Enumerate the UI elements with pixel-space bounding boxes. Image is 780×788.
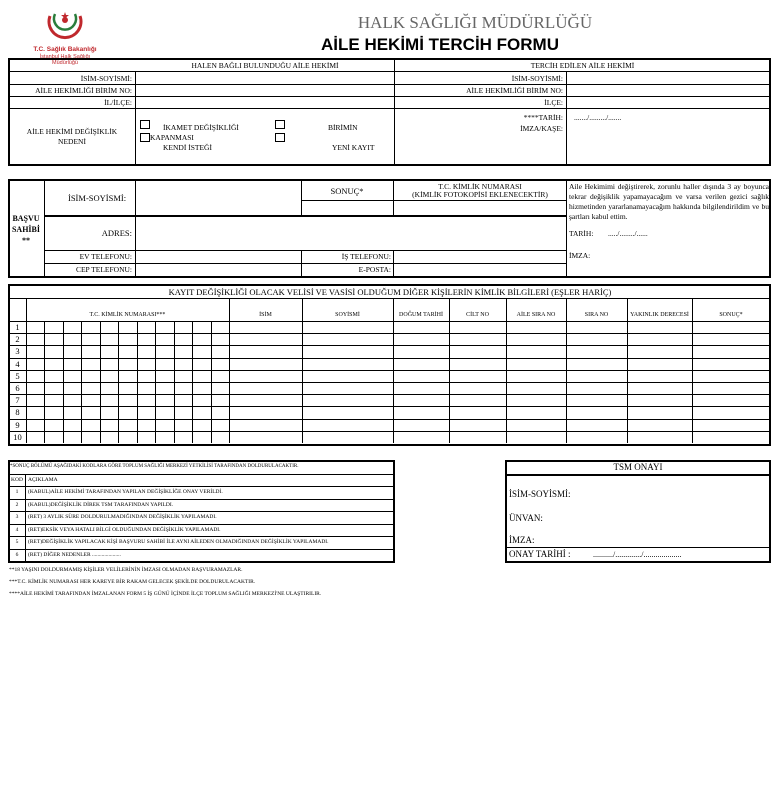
code-description: (KABUL)AİLE HEKİMİ TARAFINDAN YAPILAN DEĞİŞİKLİĞE ONAY VERİLDİ. [28,489,223,495]
tsm-title-label: ÜNVAN: [509,513,543,523]
current-name-label: İSİM-SOYİSMİ: [80,74,132,83]
column-header: SIRA NO [584,312,609,318]
current-city-field[interactable] [137,97,393,107]
column-header: CİLT NO [466,312,489,318]
signature-label: İMZA/KAŞE: [520,124,563,133]
column-header: AİLE SIRA NO [516,312,556,318]
table-row[interactable] [26,419,770,431]
change-reason-label: AİLE HEKİMİ DEĞİŞİKLİK NEDENİ [26,127,118,146]
date-value[interactable]: ......./........./....... [574,113,622,122]
preferred-name-field[interactable] [568,73,768,83]
row-number: 9 [15,419,20,430]
table-row[interactable] [26,406,770,418]
address-field[interactable] [137,218,565,249]
current-unit-field[interactable] [137,85,393,95]
page-title: AİLE HEKİMİ TERCİH FORMU [321,35,559,54]
code-description: (RET)EKSİK VEYA HATALI BİLGİ OLDUĞUNDAN DEĞİŞİKLİK YAPILAMADI. [28,526,221,533]
table-row[interactable] [26,333,770,345]
option-residence: İKAMET DEĞİŞİKLİĞİ [163,123,239,132]
work-phone-field[interactable] [395,251,565,262]
declaration-signature-label: İMZA: [569,251,591,260]
date-label: ****TARİH: [523,113,563,122]
checkbox-own-request[interactable] [275,120,285,129]
footnote-3: ****AİLE HEKİMİ TARAFINDAN İMZALANAN FORM 5 İŞ GÜNÜ İÇİNDE İLÇE TOPLUM SAĞLIĞI MERKEZİ'NE ULAŞTIRILIR. [9,591,322,597]
preferred-name-label: İSİM-SOYİSMİ: [511,74,563,83]
row-number: 8 [15,407,20,418]
preferred-district-field[interactable] [568,97,768,107]
home-phone-field[interactable] [137,251,299,262]
option-closure: KAPANMASI [150,133,194,142]
declaration-date-label: TARİH: [569,229,594,238]
current-name-field[interactable] [137,73,393,83]
table-row[interactable] [26,431,770,443]
declaration-date-value[interactable]: ...../......../...... [608,229,648,238]
row-number: 2 [15,334,20,345]
column-header: SONUÇ* [719,312,743,318]
result-label: SONUÇ* [330,186,364,196]
mobile-phone-label: CEP TELEFONU: [75,265,132,274]
email-label: E-POSTA: [358,265,391,274]
tc-id-note: (KİMLİK FOTOKOPİSİ EKLENECEKTİR) [412,190,548,199]
table-row[interactable] [26,370,770,382]
row-number: 7 [15,395,20,406]
row-number: 3 [15,346,20,357]
tsm-title: TSM ONAYI [613,462,663,472]
logo-line3: Müdürlüğü [52,60,78,66]
row-number: 6 [15,383,20,393]
column-header: YAKINLIK DERECESİ [630,312,689,318]
code-number: 3 [15,514,19,520]
option-new-record: YENİ KAYIT [332,143,375,152]
current-unit-label: AİLE HEKİMLİĞİ BİRİM NO: [35,86,132,95]
current-doctor-header: HALEN BAĞLI BULUNDUĞU AİLE HEKİMİ [191,61,339,70]
code-description: (KABUL)DEĞİŞİKLİK DİREK TSM TARAFINDAN YAPILDI. [28,501,174,508]
checkbox-residence[interactable] [140,120,150,129]
declaration-text: Aile Hekimimi değiştirerek, zorunlu haller dışında 3 ay boyunca tekrar değişiklik yapamayacağım ve varsa verilen gezici sağlık hizmetinden yararlanamayacağım hakkında bilgilendirildim ve bu şartları kabul ettim. [569,182,769,221]
preferred-unit-label: AİLE HEKİMLİĞİ BİRİM NO: [466,86,563,95]
current-city-label: İL/İLÇE: [104,98,132,107]
table-row[interactable] [26,321,770,333]
footnote-2: ***T.C. KİMLİK NUMARASI HER KAREYE BİR RAKAM GELECEK ŞEKİLDE DOLDURULACAKTIR. [9,579,256,585]
mobile-phone-field[interactable] [137,264,299,276]
table-row[interactable] [26,358,770,370]
column-header: SOYİSMİ [335,312,360,318]
tc-id-label: T.C. KİMLİK NUMARASI [438,182,522,191]
row-number: 4 [15,358,20,369]
option-unit: BİRİMİN [328,123,358,132]
column-header: İSİM [259,312,272,318]
codes-note: *SONUÇ BÖLÜMÜ AŞAĞIDAKİ KODLARA GÖRE TOPLUM SAĞLIĞI MERKEZİ YETKİLİSİ TARAFINDAN DOLDURULACAKTIR. [10,464,299,469]
description-header: AÇIKLAMA [28,477,58,483]
table-row[interactable] [26,394,770,406]
tsm-approval-date-value[interactable]: ........../............./................... [593,550,682,559]
tsm-approval-date-label: ONAY TARİHİ : [509,549,571,559]
row-number: 5 [15,370,20,381]
checkbox-closure[interactable] [140,133,150,142]
tsm-signature-label: İMZA: [509,535,535,545]
family-table-title: KAYIT DEĞİŞİKLİĞİ OLACAK VELİSİ VE VASİSİ OLDUĞUM DİĞER KİŞİLERİN KİMLİK BİLGİLERİ (EŞLER HARİÇ) [168,287,612,297]
code-number: 5 [15,539,19,545]
footnote-1: **18 YAŞINI DOLDURMAMIŞ KİŞİLER VELİLERİNİN İMZASI OLMADAN BAŞVURAMAZLAR. [9,567,243,573]
applicant-side-label: BAŞVU SAHİBİ ** [11,214,40,245]
preferred-unit-field[interactable] [568,85,768,95]
logo-line1: T.C. Sağlık Bakanlığı [33,46,97,53]
column-header: DOĞUM TARİHİ [399,312,443,318]
tsm-name-label: İSİM-SOYİSMİ: [509,489,571,499]
column-header: T.C. KİMLİK NUMARASI*** [89,312,166,318]
code-description: (RET)DEĞİŞİKLİK YAPILACAK KİŞİ BAŞVURU SAHİBİ İLE AYNI AİLEDEN OLMADIĞINDAN DEĞİŞİKLİK YAPILAMADI. [28,539,329,545]
work-phone-label: İŞ TELEFONU: [341,252,391,261]
org-name: HALK SAĞLIĞI MÜDÜRLÜĞÜ [357,13,593,32]
logo-line2: İstanbul Halk Sağlığı [39,54,91,60]
code-description: (RET) DİĞER NEDENLER ..................... [28,551,121,558]
table-row[interactable] [26,345,770,357]
applicant-name-field[interactable] [137,183,299,213]
preferred-district-label: İLÇE: [544,98,563,107]
result-field[interactable] [303,202,392,214]
checkbox-new-record[interactable] [275,133,285,142]
tc-id-field[interactable] [395,202,565,214]
preferred-doctor-header: TERCİH EDİLEN AİLE HEKİMİ [530,61,635,70]
code-header: KOD [11,477,23,483]
code-number: 2 [15,501,19,508]
row-number: 10 [13,431,22,442]
home-phone-label: EV TELEFONU: [79,252,132,261]
code-number: 4 [15,526,19,533]
address-label: ADRES: [101,228,132,238]
code-number: 6 [15,551,19,558]
table-row[interactable] [26,382,770,394]
email-field[interactable] [395,264,565,276]
option-own-request: KENDİ İSTEĞİ [163,143,212,152]
code-number: 1 [15,489,19,495]
row-number: 1 [15,322,20,332]
ministry-logo-icon [20,8,110,46]
code-description: (RET) 3 AYLIK SÜRE DOLDURULMADIĞINDAN DEĞİŞİKLİK YAPILAMADI. [28,514,217,520]
applicant-name-label: İSİM-SOYİSMİ: [68,193,127,203]
